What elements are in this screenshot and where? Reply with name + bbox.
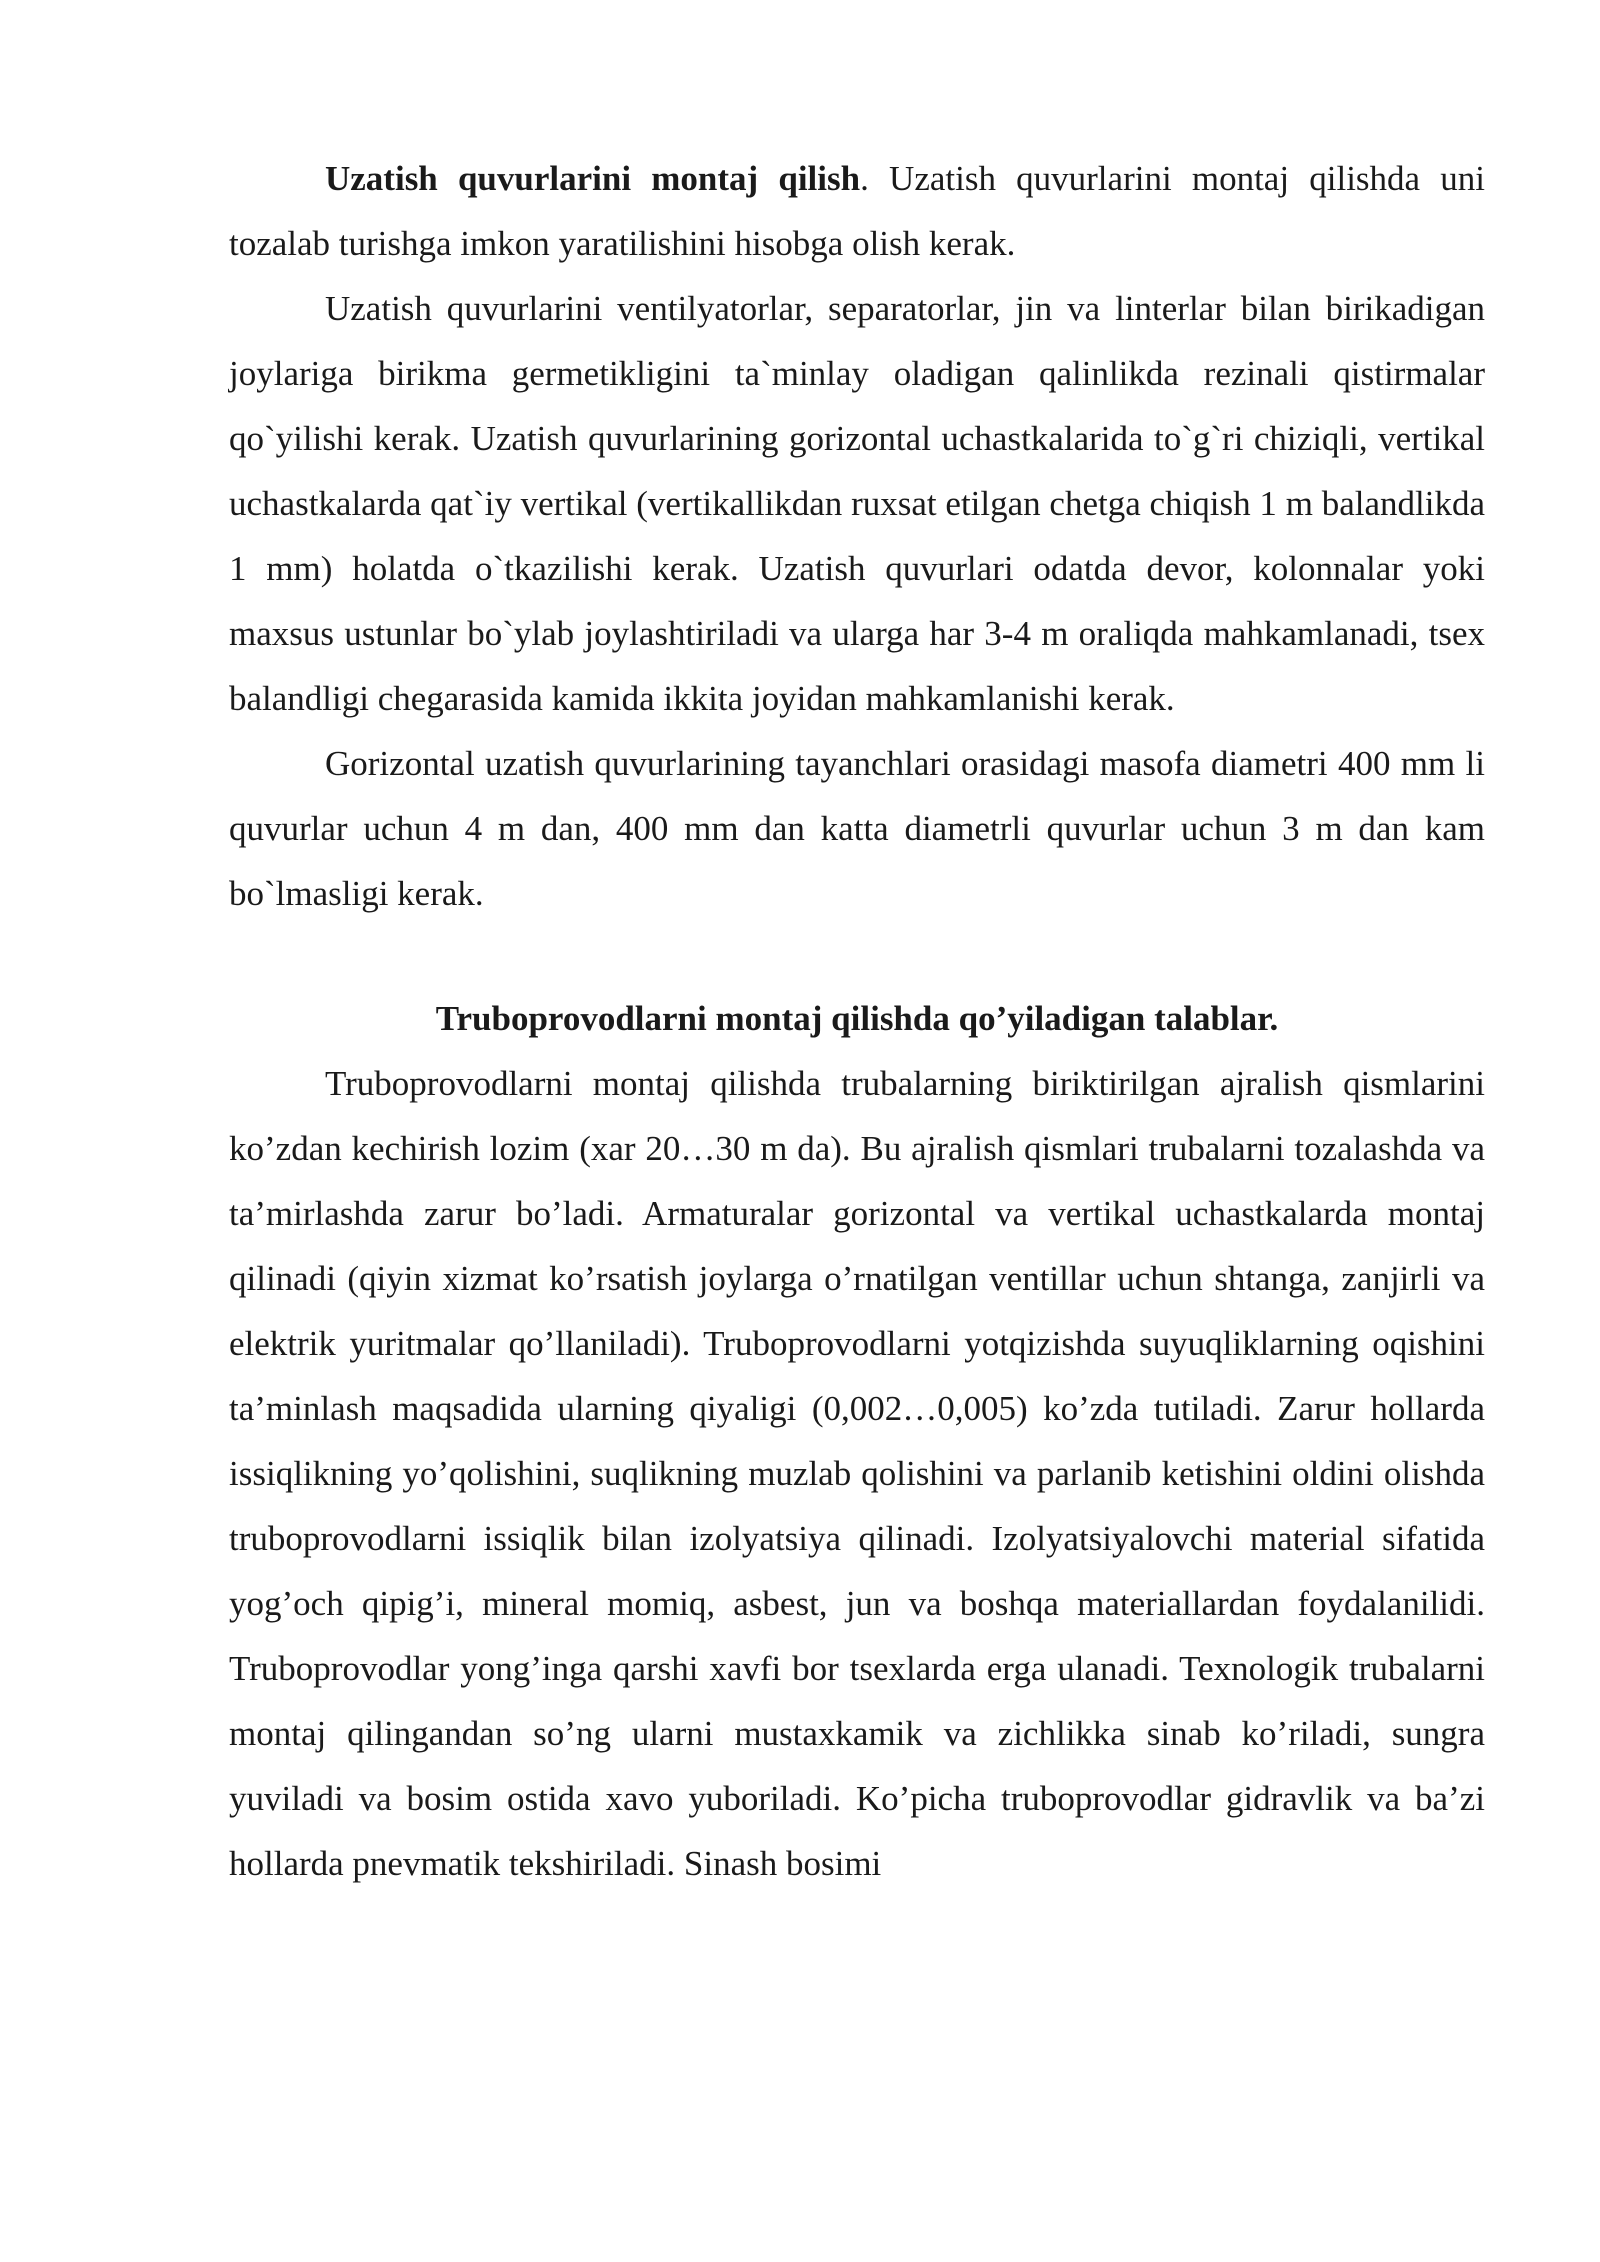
paragraph-3: Gorizontal uzatish quvurlarining tayanchlari orasidagi masofa diametri 400 mm li quvurlar uchun 4 m dan, 400 mm dan katta diametrli quvurlar uchun 3 m dan kam bo`lmasligi kerak. — [229, 744, 1485, 913]
section-title: Truboprovodlarni montaj qilishda qo’yiladigan talablar. — [435, 999, 1279, 1038]
paragraph-1-text: . Uzatish quvurlarini montaj qilishda uni tozalab turishga imkon yaratilishini hisobga olish kerak. — [229, 159, 1485, 263]
paragraph-2: Uzatish quvurlarini ventilyatorlar, separatorlar, jin va linterlar bilan birikadigan joylariga birikma germetikligini ta`minlay oladigan qalinlikda rezinali qistirmalar qo`yilishi kerak. Uzatish quvurlarining gorizontal uchastkalarida to`g`ri chiziqli, vertikal uchastkalarda qat`iy vertikal (vertikallikdan ruxsat etilgan chetga chiqish 1 m balandlikda 1 mm) holatda o`tkazilishi kerak. Uzatish quvurlari odatda devor, kolonnalar yoki maxsus ustunlar bo`ylab joylashtiriladi va ularga har 3-4 m oraliqda mahkamlanadi, tsex balandligi chegarasida kamida ikkita joyidan mahkamlanishi kerak. — [229, 289, 1485, 718]
section-spacer — [229, 926, 1485, 986]
document-page — [229, 146, 1485, 1896]
paragraph-1 — [229, 146, 1485, 276]
section-heading-inline: Uzatish quvurlarini montaj qilish — [325, 159, 861, 198]
paragraph-4: Truboprovodlarni montaj qilishda trubalarning biriktirilgan ajralish qismlarini ko’zdan kechirish lozim (xar 20…30 m da). Bu ajralish qismlari trubalarni tozalashda va ta’mirlashda zarur bo’ladi. Armaturalar gorizontal va vertikal uchastkalarda montaj qilinadi (qiyin xizmat ko’rsatish joylarga o’rnatilgan ventillar uchun shtanga, zanjirli va elektrik yuritmalar qo’llaniladi). Truboprovodlarni yotqizishda suyuqliklarning oqishini ta’minlash maqsadida ularning qiyaligi (0,002…0,005) ko’zda tutiladi. Zarur hollarda issiqlikning yo’qolishini, suqlikning muzlab qolishini va parlanib ketishini oldini olishda truboprovodlarni issiqlik bilan izolyatsiya qilinadi. Izolyatsiyalovchi material sifatida yog’och qipig’i, mineral momiq, asbest, jun va boshqa materiallardan foydalanilidi. Truboprovodlar yong’inga qarshi xavfi bor tsexlarda erga ulanadi. Texnologik trubalarni montaj qilingandan so’ng ularni mustaxkamik va zichlikka sinab ko’riladi, sungra yuviladi va bosim ostida xavo yuboriladi. Ko’picha truboprovodlar gidravlik va ba’zi hollarda pnevmatik tekshiriladi. Sinash bosimi — [229, 1064, 1485, 1883]
